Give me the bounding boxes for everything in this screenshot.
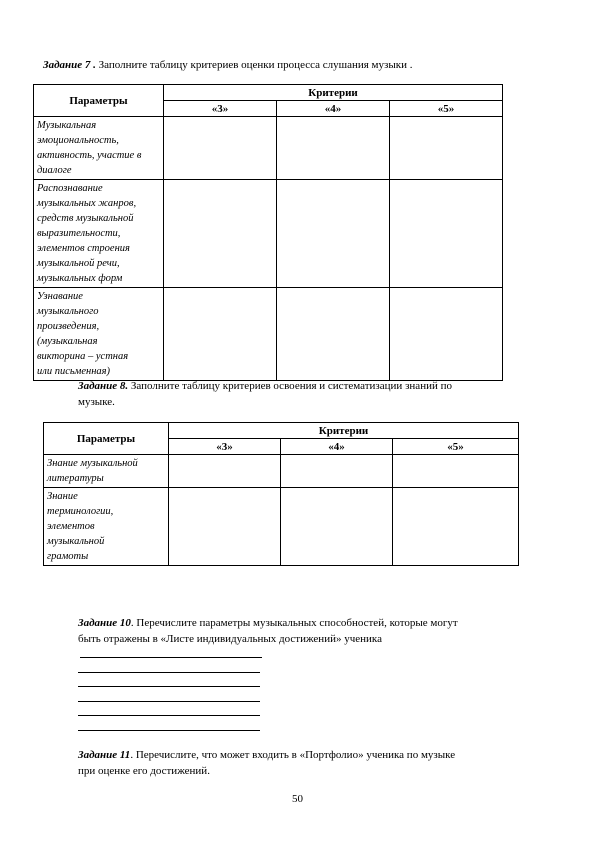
grade-cell[interactable]	[277, 117, 390, 180]
grade-4-header: «4»	[277, 101, 390, 117]
task-7-instruction: Заполните таблицу критериев оценки процесса слушания музыки .	[95, 59, 413, 71]
criteria-header: Критерии	[164, 85, 503, 101]
grade-cell[interactable]	[390, 117, 503, 180]
task-8-text	[78, 378, 518, 410]
param-cell: Узнавание музыкального произведения, (музыкальная викторина – устная или письменная)	[34, 288, 164, 381]
param-cell: Знание музыкальной литературы	[44, 455, 169, 488]
task-11-text	[78, 747, 518, 779]
grade-cell[interactable]	[390, 288, 503, 381]
answer-line[interactable]	[78, 715, 260, 716]
grade-cell[interactable]	[281, 488, 393, 566]
answer-line[interactable]	[78, 686, 260, 687]
criteria-header: Критерии	[169, 423, 519, 439]
grade-cell[interactable]	[164, 117, 277, 180]
criteria-table-listening	[33, 84, 503, 381]
params-header: Параметры	[34, 85, 164, 117]
task-11-label: Задание 11	[78, 749, 131, 761]
table-row	[44, 488, 519, 566]
grade-cell[interactable]	[393, 488, 519, 566]
grade-cell[interactable]	[169, 488, 281, 566]
task-7-text	[43, 57, 563, 73]
answer-line[interactable]	[78, 701, 260, 702]
grade-cell[interactable]	[281, 455, 393, 488]
param-cell: Распознавание музыкальных жанров, средств музыкальной выразительности, элементов строения музыкальной речи, музыкальных форм	[34, 180, 164, 288]
grade-4-header: «4»	[281, 439, 393, 455]
page-number: 50	[292, 793, 303, 805]
grade-3-header: «3»	[169, 439, 281, 455]
task-10-text	[78, 615, 518, 647]
task-10-instruction: . Перечислите параметры музыкальных способностей, которые могут быть отражены в «Листе индивидуальных достижений» ученика	[78, 617, 458, 645]
grade-5-header: «5»	[390, 101, 503, 117]
task-10-label: Задание 10	[78, 617, 131, 629]
table-row	[44, 455, 519, 488]
table-row	[34, 180, 503, 288]
answer-line[interactable]	[78, 730, 260, 731]
criteria-table-knowledge	[43, 422, 519, 566]
grade-5-header: «5»	[393, 439, 519, 455]
grade-3-header: «3»	[164, 101, 277, 117]
grade-cell[interactable]	[277, 288, 390, 381]
param-cell: Музыкальная эмоциональность, активность, участие в диалоге	[34, 117, 164, 180]
grade-cell[interactable]	[164, 180, 277, 288]
grade-cell[interactable]	[169, 455, 281, 488]
grade-cell[interactable]	[164, 288, 277, 381]
params-header: Параметры	[44, 423, 169, 455]
task-8-label: Задание 8.	[78, 380, 129, 392]
task-8-instruction: Заполните таблицу критериев освоения и систематизации знаний по музыке.	[78, 380, 452, 408]
task-11-instruction: . Перечислите, что может входить в «Портфолио» ученика по музыке при оценке его достижений.	[78, 749, 456, 777]
answer-line[interactable]	[78, 672, 260, 673]
grade-cell[interactable]	[390, 180, 503, 288]
grade-cell[interactable]	[393, 455, 519, 488]
table-row	[34, 288, 503, 381]
grade-cell[interactable]	[277, 180, 390, 288]
task-7-label: Задание 7 .	[43, 59, 96, 71]
table-row	[34, 117, 503, 180]
param-cell: Знание терминологии, элементов музыкальной грамоты	[44, 488, 169, 566]
answer-line[interactable]	[80, 657, 262, 658]
